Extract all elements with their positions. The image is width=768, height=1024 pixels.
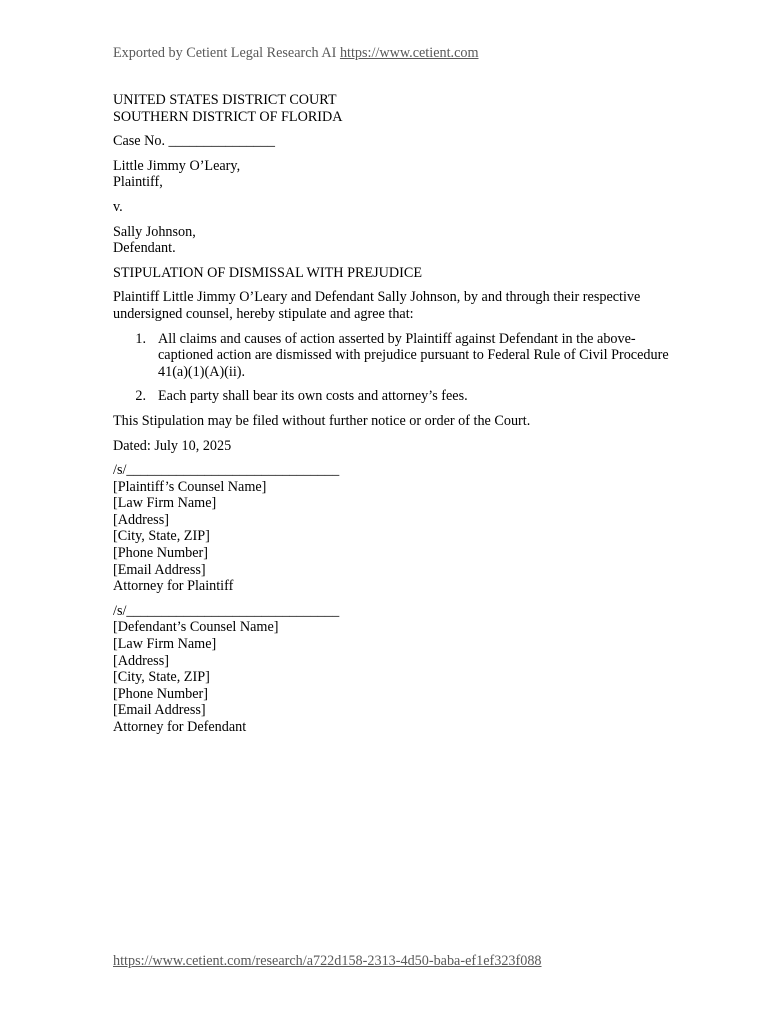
law-firm-name: [Law Firm Name] — [113, 636, 217, 653]
court-district: SOUTHERN DISTRICT OF FLORIDA — [113, 108, 343, 125]
export-header — [113, 45, 479, 62]
city-state-zip: [City, State, ZIP] — [113, 669, 210, 686]
counsel-name: [Plaintiff’s Counsel Name] — [113, 478, 267, 495]
signature-line: /s/______________________________ — [113, 462, 340, 479]
defendant-party — [113, 224, 673, 257]
address: [Address] — [113, 511, 169, 528]
court-heading — [113, 92, 673, 125]
list-item-number: 1. — [135, 330, 146, 347]
plaintiff-name: Little Jimmy O’Leary, — [113, 157, 241, 174]
research-link[interactable]: https://www.cetient.com/research/a722d158-2313-4d50-baba-ef1ef323f088 — [113, 953, 542, 969]
filing-note: This Stipulation may be filed without further notice or order of the Court. — [113, 412, 531, 429]
stipulation-list — [113, 331, 673, 405]
document-title: STIPULATION OF DISMISSAL WITH PREJUDICE — [113, 264, 422, 281]
document-body — [113, 92, 673, 736]
city-state-zip: [City, State, ZIP] — [113, 528, 210, 545]
versus: v. — [113, 198, 123, 215]
list-item — [113, 388, 673, 405]
address: [Address] — [113, 652, 169, 669]
email-address: [Email Address] — [113, 702, 206, 719]
list-item-text: Each party shall bear its own costs and attorney’s fees. — [158, 388, 468, 405]
email-address: [Email Address] — [113, 561, 206, 578]
case-number: Case No. _______________ — [113, 133, 275, 150]
list-item-number: 2. — [135, 388, 146, 405]
attorney-role: Attorney for Plaintiff — [113, 578, 234, 595]
court-name: UNITED STATES DISTRICT COURT — [113, 92, 337, 108]
signature-line: /s/______________________________ — [113, 602, 340, 619]
plaintiff-party — [113, 158, 673, 191]
list-item — [113, 331, 673, 381]
intro-paragraph: Plaintiff Little Jimmy O’Leary and Defendant Sally Johnson, by and through their respective undersigned counsel, hereby stipulate and agree that: — [113, 289, 641, 322]
list-item-text: All claims and causes of action asserted by Plaintiff against Defendant in the above-captioned action are dismissed with prejudice pursuant to Federal Rule of Civil Procedure 41(a)(1)(A)(ii). — [158, 330, 669, 380]
export-footer — [113, 953, 542, 970]
phone-number: [Phone Number] — [113, 685, 208, 702]
plaintiff-role: Plaintiff, — [113, 174, 163, 191]
dated-line: Dated: July 10, 2025 — [113, 437, 232, 454]
defendant-role: Defendant. — [113, 240, 176, 257]
plaintiff-signature-block — [113, 462, 673, 595]
counsel-name: [Defendant’s Counsel Name] — [113, 619, 279, 636]
law-firm-name: [Law Firm Name] — [113, 495, 217, 512]
defendant-name: Sally Johnson, — [113, 223, 196, 240]
attorney-role: Attorney for Defendant — [113, 719, 247, 735]
cetient-home-link[interactable]: https://www.cetient.com — [339, 45, 479, 61]
defendant-signature-block — [113, 603, 673, 736]
export-header-text: Exported by Cetient Legal Research AI — [113, 45, 340, 61]
phone-number: [Phone Number] — [113, 545, 208, 562]
